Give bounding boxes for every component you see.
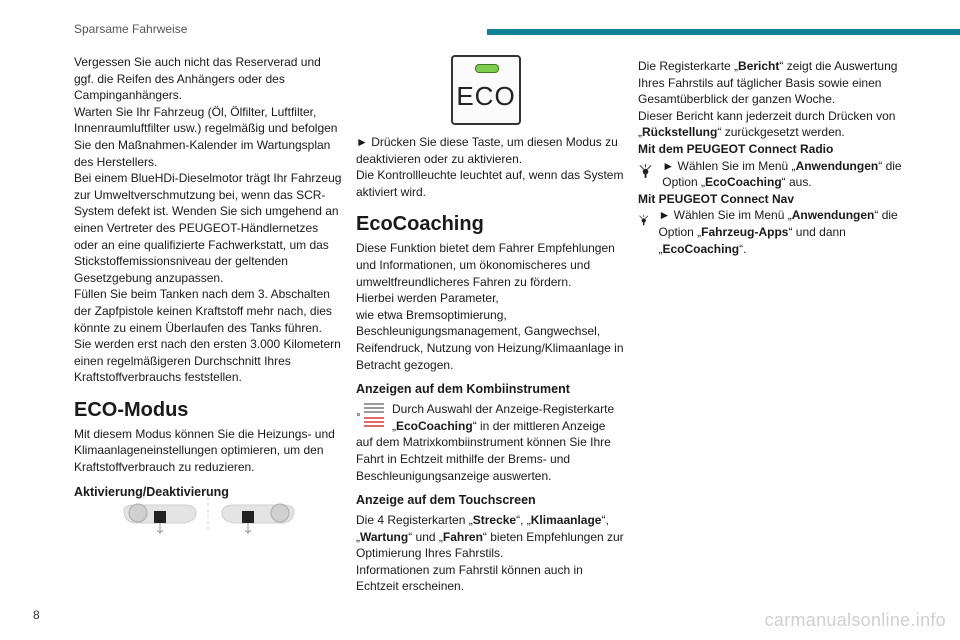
radio-heading: Mit dem PEUGEOT Connect Radio xyxy=(638,141,834,156)
eco-label: ECO xyxy=(456,81,516,111)
paragraph: Diese Funktion bietet dem Fahrer Empfehlungen und Informationen, um ökonomischeres und umweltfreundlicheres Fahren zu fördern. xyxy=(356,241,615,289)
paragraph: Sie werden erst nach den ersten 3.000 Kilometern einen regelmäßigeren Durchschnitt Ihres Kraftstoffverbrauchs feststellen. xyxy=(74,337,341,385)
paragraph: Warten Sie Ihr Fahrzeug (Öl, Ölfilter, Luftfilter, Innenraumluftfilter usw.) regelmäßig und befolgen Sie den Maßnahmen-Kalender im Wartungsplan des Herstellers. xyxy=(74,104,338,169)
nav-heading: Mit PEUGEOT Connect Nav xyxy=(638,191,795,206)
fan-icon xyxy=(271,504,289,522)
eco-key-icon xyxy=(242,511,254,523)
column-right xyxy=(638,58,908,257)
column-left xyxy=(74,54,342,504)
paragraph: Die 4 Registerkarten „Strecke“, „Klimaanlage“, „Wartung“ und „Fahren“ bieten Empfehlungen zur Optimierung Ihres Fahrstils. xyxy=(356,513,624,561)
radio-instruction xyxy=(638,158,908,191)
touch-gesture-icon xyxy=(638,159,654,183)
paragraph: Bei einem BlueHDi-Dieselmotor trägt Ihr Fahrzeug zur Umweltverschmutzung bei, wenn das SCR-System defekt ist. Wenden Sie sich umgehend an einen Vertreter des PEUGEOT-Händlernetzes oder an eine qualifizierte Fachwerkstatt, um das Stickstoffemissionsniveau der geltenden Gesetzgebung anzupassen. xyxy=(74,171,342,285)
paragraph: Die Kontrollleuchte leuchtet auf, wenn das System aktiviert wird. xyxy=(356,168,624,199)
paragraph: Durch Auswahl der Anzeige-Registerkarte „EcoCoaching“ in der mittleren Anzeige auf dem Matrixkombiinstrument können Sie Ihre Fahrt in Echtzeit mithilfe der Brems- und Beschleunigungsanzeige auswerten. xyxy=(356,402,615,483)
dashboard-button-illustration xyxy=(120,493,300,537)
eco-mode-heading: ECO-Modus xyxy=(74,398,189,421)
activation-heading: Aktivierung/Deaktivierung xyxy=(74,484,229,499)
paragraph: Füllen Sie beim Tanken nach dem 3. Abschalten der Zapfpistole keinen Kraftstoff mehr nach, dies könnte zu einem Überlaufen des Tanks führen. xyxy=(74,287,332,335)
column-middle xyxy=(356,134,624,595)
cluster-display-heading: Anzeigen auf dem Kombiinstrument xyxy=(356,382,570,397)
page-number: 8 xyxy=(33,608,40,622)
paragraph: Die Registerkarte „Bericht“ zeigt die Auswertung Ihres Fahrstils auf täglicher Basis sowie einen Gesamtüberblick der ganzen Woche. xyxy=(638,59,898,107)
eco-button-illustration xyxy=(451,55,521,125)
touchscreen-heading: Anzeige auf dem Touchscreen xyxy=(356,493,536,508)
paragraph: Dieser Bericht kann jederzeit durch Drücken von „Rückstellung“ zurückgesetzt werden. xyxy=(638,108,896,140)
fan-icon xyxy=(129,504,147,522)
nav-instruction xyxy=(638,207,908,257)
indicator-light-icon xyxy=(475,64,499,73)
paragraph: ► Drücken Sie diese Taste, um diesen Modus zu deaktivieren oder zu aktivieren. xyxy=(356,135,618,166)
paragraph: Vergessen Sie auch nicht das Reserverad und ggf. die Reifen des Anhängers oder des Campinganhängers. xyxy=(74,55,321,103)
paragraph: ► Wählen Sie im Menü „Anwendungen“ die Option „Fahrzeug-Apps“ und dann „EcoCoaching“. xyxy=(658,208,898,256)
instrument-cluster-icon xyxy=(356,402,386,430)
paragraph: ► Wählen Sie im Menü „Anwendungen“ die Option „EcoCoaching“ aus. xyxy=(662,158,902,190)
header-title: Sparsame Fahrweise xyxy=(74,22,188,36)
paragraph: Mit diesem Modus können Sie die Heizungs- und Klimaanlageneinstellungen optimieren, um den Kraftstoffverbrauch zu reduzieren. xyxy=(74,426,335,475)
touch-gesture-icon xyxy=(638,208,650,232)
paragraph: Informationen zum Fahrstil können auch in Echtzeit erscheinen. xyxy=(356,562,583,594)
eco-key-icon xyxy=(154,511,166,523)
watermark: carmanualsonline.info xyxy=(764,610,946,630)
paragraph: Hierbei werden Parameter, xyxy=(356,291,499,306)
paragraph: wie etwa Bremsoptimierung, Beschleunigungsmanagement, Gangwechsel, Reifendruck, Nutzung von Heizung/Klimaanlage in Betracht gezogen. xyxy=(356,307,624,372)
ecocoaching-heading: EcoCoaching xyxy=(356,213,484,236)
header-accent-bar xyxy=(487,29,960,35)
